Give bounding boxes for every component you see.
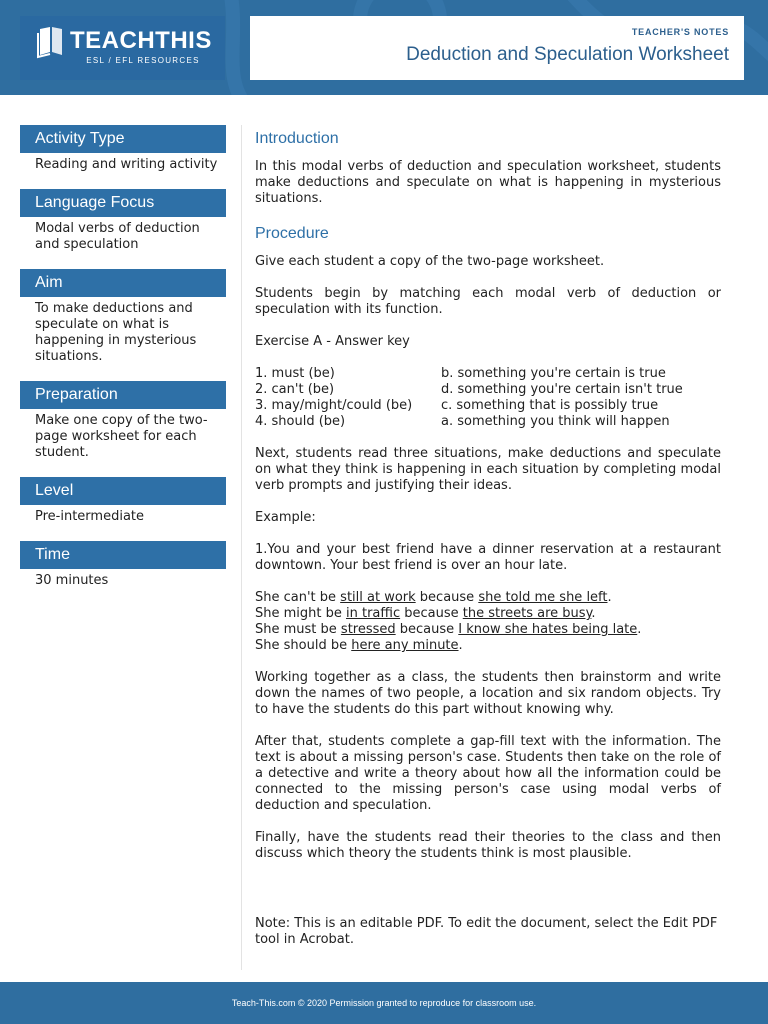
sidebar-heading: Preparation [20,381,226,409]
sentence-text: . [637,622,642,637]
underlined-reason: the streets are busy [462,606,592,621]
sidebar-heading: Aim [20,269,226,297]
main-content [255,128,721,964]
answer-key-modal: 4. should (be) [255,414,346,429]
sidebar-language-focus [20,189,226,253]
title-box [250,16,744,80]
sidebar-heading: Level [20,477,226,505]
sentence-text: She must be [255,622,341,637]
book-icon [36,25,66,59]
sidebar-preparation [20,381,226,461]
logo-text: TEACHTHIS [70,27,212,54]
answer-key-function: c. something that is possibly true [441,398,659,413]
answer-key-function: d. something you're certain isn't true [441,382,683,397]
procedure-paragraph: Working together as a class, the students then brainstorm and write down the names of two people, a location and six random objects. Try to have the students do this part without knowing why. [255,670,721,717]
sidebar-body: Reading and writing activity [35,157,218,172]
editable-pdf-note: Note: This is an editable PDF. To edit the document, select the Edit PDF tool in Acrobat. [255,916,718,947]
underlined-deduction: in traffic [346,606,401,621]
page-header [0,0,768,95]
logo[interactable] [20,16,225,80]
example-sentence [255,606,721,622]
sidebar-aim [20,269,226,365]
procedure-paragraph: After that, students complete a gap-fill text with the information. The text is about a missing person's case. Students then take on the role of a detective and write a theory about how all the information could be connected to the missing person's case using modal verbs of deduction and speculation. [255,734,721,813]
sentence-text: She might be [255,606,346,621]
table-row [255,382,683,398]
underlined-reason: she told me she left [478,590,608,605]
sentence-text: . [591,606,596,621]
example-sentence [255,622,721,638]
table-row [255,398,683,414]
underlined-reason: I know she hates being late [458,622,638,637]
sidebar-body: Make one copy of the two-page worksheet for each student. [35,413,208,460]
example-sentence [255,638,721,654]
answer-key-modal: 1. must (be) [255,366,335,381]
table-row [255,414,683,430]
procedure-paragraph: Give each student a copy of the two-page worksheet. [255,254,605,269]
answer-key-table [255,366,683,430]
procedure-paragraph: Next, students read three situations, make deductions and speculate on what they think is happening in each situation by completing modal verb prompts and justifying their ideas. [255,446,721,493]
sentence-text: She can't be [255,590,341,605]
sidebar-body: 30 minutes [35,573,109,588]
sidebar-body: To make deductions and speculate on what is happening in mysterious situations. [35,301,197,364]
sentence-text: because [415,590,479,605]
answer-key-function: a. something you think will happen [441,414,670,429]
sentence-text: because [395,622,459,637]
underlined-deduction: still at work [340,590,416,605]
example-situation: 1.You and your best friend have a dinner reservation at a restaurant downtown. Your best friend is over an hour late. [255,542,721,573]
underlined-deduction: stressed [340,622,396,637]
column-divider [241,125,242,970]
sidebar-body: Pre-intermediate [35,509,145,524]
example-sentences [255,590,721,654]
sidebar-heading: Time [20,541,226,569]
sentence-text: . [458,638,463,653]
underlined-deduction: here any minute [351,638,459,653]
sidebar-heading: Activity Type [20,125,226,153]
sidebar-activity-type [20,125,226,173]
sidebar-time [20,541,226,589]
sidebar-body: Modal verbs of deduction and speculation [35,221,200,252]
page-footer [0,982,768,1024]
example-sentence [255,590,721,606]
introduction-heading: Introduction [255,130,339,147]
answer-key-function: b. something you're certain is true [441,366,666,381]
example-label: Example: [255,510,316,525]
sentence-text: because [400,606,463,621]
copyright-text: Teach-This.com © 2020 Permission granted to reproduce for classroom use. [231,998,537,1008]
table-row [255,366,683,382]
procedure-paragraph: Finally, have the students read their theories to the class and then discuss which theory the students think is most plausible. [255,830,721,861]
introduction-text: In this modal verbs of deduction and speculation worksheet, students make deductions and speculate on what is happening in mysterious situations. [255,159,721,206]
logo-subtitle: ESL / EFL RESOURCES [86,56,200,65]
sidebar-level [20,477,226,525]
page-title: Deduction and Speculation Worksheet [406,44,729,65]
sidebar-heading: Language Focus [20,189,226,217]
teachers-notes-label: TEACHER'S NOTES [631,27,729,37]
procedure-heading: Procedure [255,225,329,242]
procedure-paragraph: Students begin by matching each modal verb of deduction or speculation with its function. [255,286,721,317]
sidebar [20,125,226,605]
answer-key-modal: 2. can't (be) [255,382,335,397]
answer-key-modal: 3. may/might/could (be) [255,398,413,413]
sentence-text: She should be [255,638,352,653]
answer-key-title: Exercise A - Answer key [255,334,410,349]
sentence-text: . [607,590,612,605]
